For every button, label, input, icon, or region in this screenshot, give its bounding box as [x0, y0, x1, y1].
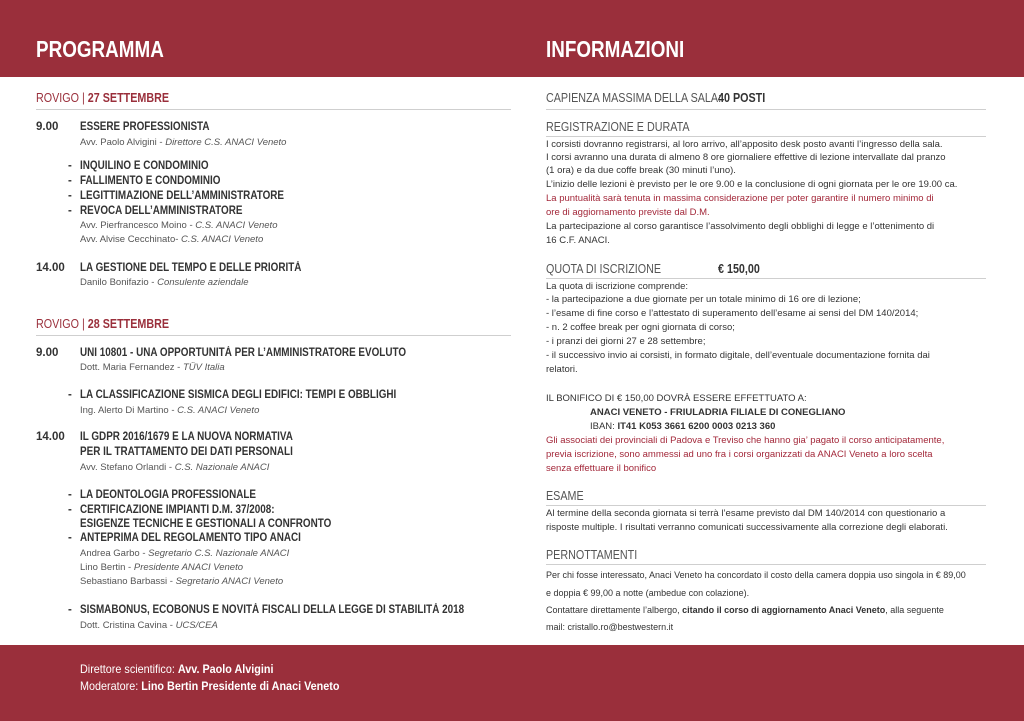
capienza-label: CAPIENZA MASSIMA DELLA SALA: [546, 91, 722, 105]
moderator-name: Lino Bertin Presidente di Anaci Veneto [141, 679, 340, 693]
speaker-name: Dott. Cristina Cavina - [80, 620, 176, 631]
d1-s2-speaker2 [80, 234, 263, 245]
dash: - [68, 604, 72, 616]
d1-s2-title3: LEGITTIMAZIONE DELL’AMMINISTRATORE [80, 190, 285, 202]
dash: - [68, 489, 72, 501]
d1-s2-title2: FALLIMENTO E CONDOMINIO [80, 175, 221, 187]
d2-s3-title1: IL GDPR 2016/1679 E LA NUOVA NORMATIVA [80, 431, 293, 443]
bonifico-text-1: IL BONIFICO DI € 150,00 DOVRÀ ESSERE EFFETTUATO A: [546, 393, 807, 404]
pern-text-2: e doppia € 99,00 a notte (ambedue con colazione). [546, 588, 750, 598]
d2-s1-time: 9.00 [36, 347, 59, 359]
d2-s4-speaker3 [80, 576, 283, 587]
day2-city: ROVIGO [36, 317, 80, 331]
pern-email[interactable]: mail: cristallo.ro@bestwestern.it [546, 622, 674, 632]
speaker-role: Segretario C.S. Nazionale ANACI [148, 548, 290, 559]
quota-text-4: - n. 2 coffee break per ogni giornata di corso; [546, 322, 735, 333]
pernottamenti-title: PERNOTTAMENTI [546, 548, 638, 562]
speaker-role: C.S. Nazionale ANACI [174, 462, 270, 473]
d2-s2-speaker [80, 405, 259, 416]
reg-text-3: (1 ora) e da due coffe break (30 minuti l’uno). [546, 165, 736, 176]
d2-s4-title2: CERTIFICAZIONE IMPIANTI D.M. 37/2008: [80, 504, 275, 516]
quota-text-5: - i pranzi dei giorni 27 e 28 settembre; [546, 336, 706, 347]
pern-text-3c: , alla seguente [885, 605, 944, 615]
day1-date: 27 SETTEMBRE [87, 91, 170, 105]
speaker-role: Segretario ANACI Veneto [175, 576, 284, 587]
d2-s3-title2: PER IL TRATTAMENTO DEI DATI PERSONALI [80, 446, 293, 458]
reg-text-8: 16 C.F. ANACI. [546, 235, 610, 246]
capienza-divider [546, 109, 986, 110]
d2-s4-title1: LA DEONTOLOGIA PROFESSIONALE [80, 489, 257, 501]
pern-text-1: Per chi fosse interessato, Anaci Veneto ha concordato il costo della camera doppia uso singola in € 89,00 [546, 570, 966, 580]
day2-date: 28 SETTEMBRE [87, 317, 170, 331]
speaker-name: Lino Bertin - [80, 562, 134, 573]
reg-text-5: La puntualità sarà tenuta in massima considerazione per poter garantire il numero minimo di [546, 193, 934, 204]
d1-s3-time: 14.00 [36, 262, 65, 274]
speaker-role: UCS/CEA [175, 620, 218, 631]
director-label: Direttore scientifico: [80, 662, 178, 676]
reg-text-2: I corsi avranno una durata di almeno 8 ore giornaliere effettive di lezione intervallate dal pranzo [546, 152, 946, 163]
day1-separator: | [82, 91, 85, 105]
d2-s4-speaker2 [80, 562, 243, 573]
speaker-name: Ing. Alerto Di Martino - [80, 405, 178, 416]
speaker-role: Consulente aziendale [157, 277, 249, 288]
quota-text-2: - la partecipazione a due giornate per un totale minimo di 16 ore di lezione; [546, 294, 861, 305]
esame-title: ESAME [546, 489, 584, 503]
quota-divider [546, 278, 986, 279]
quota-text-7: relatori. [546, 364, 578, 375]
programma-title: PROGRAMMA [36, 36, 164, 62]
day2-separator: | [82, 317, 85, 331]
d2-s5-title: SISMABONUS, ECOBONUS E NOVITÀ FISCALI DELLA LEGGE DI STABILITÀ 2018 [80, 604, 465, 616]
dash: - [68, 532, 72, 544]
pern-text-3 [546, 604, 944, 617]
speaker-name: Dott. Maria Fernandez - [80, 362, 183, 373]
d2-s4-speaker1 [80, 548, 289, 559]
speaker-role: Presidente ANACI Veneto [133, 562, 244, 573]
dash: - [68, 190, 72, 202]
d2-s3-speaker [80, 462, 269, 473]
speaker-role: Direttore C.S. ANACI Veneto [165, 137, 287, 148]
d1-s2-title4: REVOCA DELL’AMMINISTRATORE [80, 205, 243, 217]
bonifico-iban [590, 420, 775, 433]
speaker-role: TÜV Italia [182, 362, 225, 373]
pernottamenti-divider [546, 564, 986, 565]
day1-city: ROVIGO [36, 91, 80, 105]
d1-s3-speaker [80, 277, 248, 288]
reg-text-4: L’inizio delle lezioni è previsto per le ore 9.00 e la conclusione di ogni giornata per le ore 19.00 ca. [546, 179, 958, 190]
d1-s1-time: 9.00 [36, 121, 59, 133]
pern-text-3b: citando il corso di aggiornamento Anaci Veneto [682, 605, 886, 615]
speaker-role: C.S. ANACI Veneto [181, 234, 264, 245]
d1-s3-title: LA GESTIONE DEL TEMPO E DELLE PRIORITÀ [80, 262, 302, 274]
pern-text-3a: Contattare direttamente l’albergo, [546, 605, 683, 615]
dash: - [68, 175, 72, 187]
moderator-label: Moderatore: [80, 679, 142, 693]
footer-director [80, 662, 273, 676]
d2-s5-speaker [80, 620, 218, 631]
iban-value: IT41 K053 3661 6200 0003 0213 360 [617, 421, 776, 432]
speaker-role: C.S. ANACI Veneto [195, 220, 278, 231]
bonifico-note-2: previa iscrizione, sono ammessi ad uno fra i corsi organizzati da ANACI Veneto a loro scelta [546, 449, 933, 460]
quota-text-6: - il successivo invio ai corsisti, in formato digitale, dell’eventuale documentazione fornita dai [546, 350, 930, 361]
speaker-role: C.S. ANACI Veneto [177, 405, 260, 416]
dash: - [68, 389, 72, 401]
bonifico-note-1: Gli associati dei provinciali di Padova e Treviso che hanno gia’ pagato il corso anticipatamente, [546, 435, 945, 446]
reg-text-7: La partecipazione al corso garantisce l’assolvimento degli obblighi di legge e l’ottenimento di [546, 221, 935, 232]
speaker-name: Andrea Garbo - [80, 548, 149, 559]
day2-divider [36, 335, 511, 336]
esame-text-1: Al termine della seconda giornata si terrà l’esame previsto dal DM 140/2014 con questionario a [546, 508, 946, 519]
iban-label: IBAN: [590, 421, 618, 432]
registrazione-title: REGISTRAZIONE E DURATA [546, 120, 690, 134]
speaker-name: Avv. Paolo Alvigini - [80, 137, 166, 148]
d1-s1-speaker [80, 137, 286, 148]
d2-s3-time: 14.00 [36, 431, 65, 443]
bonifico-note-3: senza effettuare il bonifico [546, 463, 657, 474]
dash: - [68, 504, 72, 516]
quota-text-1: La quota di iscrizione comprende: [546, 281, 689, 292]
reg-text-6: ore di aggiornamento previste dal D.M. [546, 207, 710, 218]
d1-s2-speaker1 [80, 220, 277, 231]
dash: - [68, 160, 72, 172]
d2-s4-title4: ANTEPRIMA DEL REGOLAMENTO TIPO ANACI [80, 532, 301, 544]
registrazione-divider [546, 136, 986, 137]
esame-text-2: risposte multiple. I risultati verranno comunicati successivamente alla correzione degli elaborati. [546, 522, 948, 533]
reg-text-1: I corsisti dovranno registrarsi, al loro arrivo, all’apposito desk posto avanti l’ingresso della sala. [546, 139, 943, 150]
quota-title: QUOTA DI ISCRIZIONE [546, 262, 662, 276]
bonifico-bank: ANACI VENETO - FRIULADRIA FILIALE DI CONEGLIANO [590, 407, 846, 418]
quota-text-3: - l’esame di fine corso e l’attestato di superamento dell’esame ai sensi del DM 140/2014; [546, 308, 919, 319]
d1-s2-title1: INQUILINO E CONDOMINIO [80, 160, 209, 172]
footer-moderator [80, 679, 339, 693]
esame-divider [546, 505, 986, 506]
d2-s2-title: LA CLASSIFICAZIONE SISMICA DEGLI EDIFICI: TEMPI E OBBLIGHI [80, 389, 397, 401]
day2-heading [36, 317, 169, 331]
speaker-name: Danilo Bonifazio - [80, 277, 158, 288]
quota-value: € 150,00 [718, 262, 760, 276]
dash: - [68, 205, 72, 217]
d2-s1-speaker [80, 362, 225, 373]
d2-s1-title: UNI 10801 - UNA OPPORTUNITÀ PER L’AMMINISTRATORE EVOLUTO [80, 347, 407, 359]
capienza-value: 40 POSTI [718, 91, 766, 105]
d2-s4-title3: ESIGENZE TECNICHE E GESTIONALI A CONFRONTO [80, 518, 332, 530]
speaker-name: Avv. Pierfrancesco Moino - [80, 220, 196, 231]
informazioni-title: INFORMAZIONI [546, 36, 685, 62]
speaker-name: Avv. Stefano Orlandi - [80, 462, 175, 473]
director-name: Avv. Paolo Alvigini [177, 662, 274, 676]
day1-heading [36, 91, 169, 105]
d1-s1-title: ESSERE PROFESSIONISTA [80, 121, 210, 133]
day1-divider [36, 109, 511, 110]
speaker-name: Avv. Alvise Cecchinato- [80, 234, 182, 245]
speaker-name: Sebastiano Barbassi - [80, 576, 176, 587]
